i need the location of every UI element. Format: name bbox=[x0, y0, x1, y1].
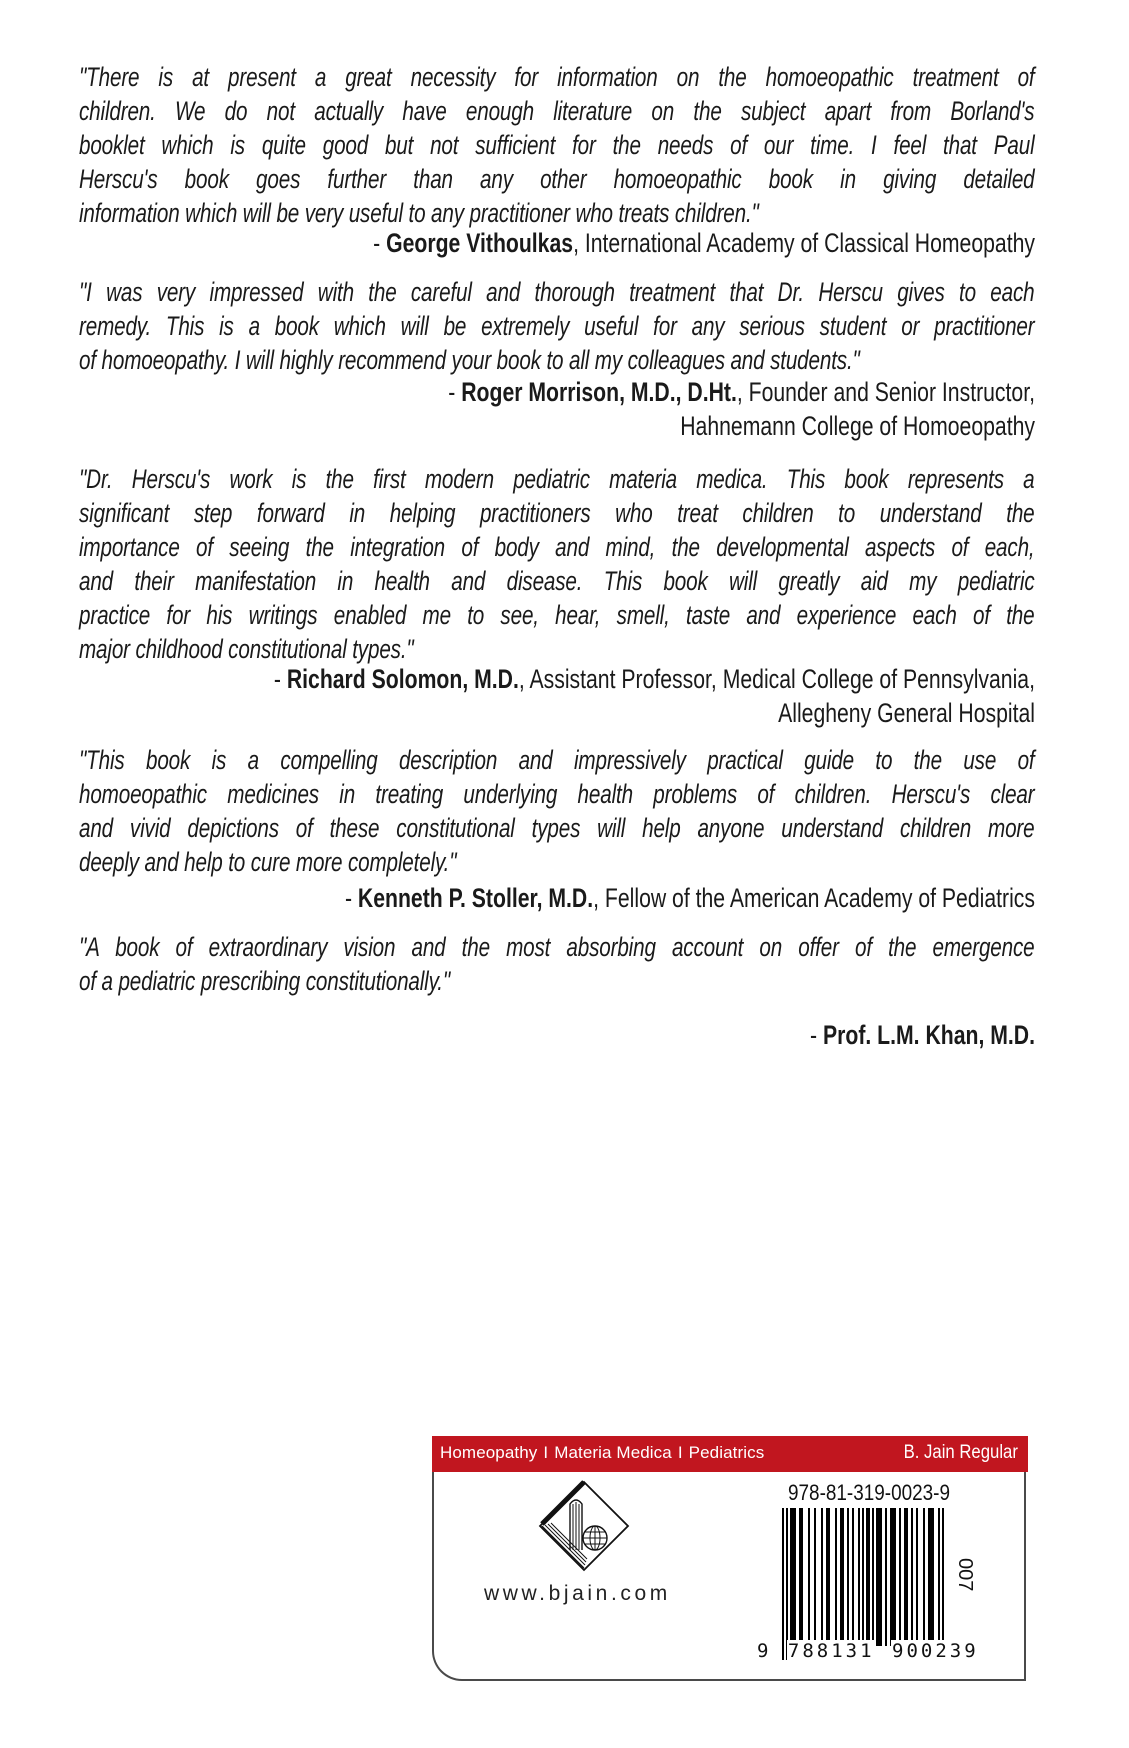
barcode-icon bbox=[780, 1508, 948, 1660]
attribution-dash: - bbox=[810, 1020, 823, 1050]
attribution bbox=[79, 1018, 1035, 1052]
category-list bbox=[440, 1443, 764, 1463]
author-name: Kenneth P. Stoller, M.D. bbox=[357, 883, 594, 913]
category-materia-medica: Materia Medica bbox=[554, 1443, 672, 1462]
quote-line: information which will be very useful to any practitioner who treats children." bbox=[79, 198, 759, 228]
publisher-panel bbox=[432, 1436, 1026, 1681]
attribution-line bbox=[270, 375, 1035, 409]
endorsement-vithoulkas bbox=[79, 60, 1035, 230]
quote-line: of homoeopathy. I will highly recommend your book to all my colleagues and students." bbox=[79, 345, 860, 375]
price-addon-code: 007 bbox=[954, 1558, 976, 1592]
quote-line: "This book is a compelling description and impressively practical guide to the use of bbox=[79, 745, 1035, 775]
series-label: B. Jain Regular bbox=[903, 1442, 1018, 1463]
attribution-line bbox=[270, 881, 1035, 915]
category-band bbox=[432, 1436, 1028, 1472]
barcode-group-1: 788131 bbox=[787, 1640, 875, 1662]
barcode-digits bbox=[756, 1640, 980, 1662]
endorsement-quote bbox=[79, 275, 1035, 377]
attribution-khan bbox=[79, 1018, 1035, 1052]
endorsement-khan bbox=[79, 930, 1035, 998]
barcode-group-2: 900239 bbox=[892, 1640, 979, 1662]
barcode-lead-digit: 9 bbox=[757, 1640, 769, 1662]
quote-line: deeply and help to cure more completely." bbox=[79, 847, 457, 877]
attribution bbox=[79, 375, 1035, 443]
endorsement-solomon bbox=[79, 462, 1035, 666]
quote-line: of a pediatric prescribing constitutionally." bbox=[79, 966, 451, 996]
endorsement-morrison bbox=[79, 275, 1035, 377]
endorsement-stoller bbox=[79, 743, 1035, 879]
author-affiliation: , Fellow of the American Academy of Pediatrics bbox=[593, 883, 1035, 913]
attribution-dash: - bbox=[448, 377, 462, 407]
publisher-website-link[interactable]: www.bjain.com bbox=[484, 1582, 671, 1605]
quote-line: significant step forward in helping practitioners who treat children to understand the bbox=[79, 498, 1035, 528]
quote-line: major childhood constitutional types." bbox=[79, 634, 414, 664]
quote-line: Herscu's book goes further than any other homoeopathic book in giving detailed bbox=[79, 164, 1035, 194]
quote-line: importance of seeing the integration of body and mind, the developmental aspects of each, bbox=[79, 532, 1035, 562]
quote-line: children. We do not actually have enough literature on the subject apart from Borland's bbox=[79, 96, 1035, 126]
attribution bbox=[79, 662, 1035, 730]
endorsement-quote bbox=[79, 930, 1035, 998]
quote-line: remedy. This is a book which will be extremely useful for any serious student or practitioner bbox=[79, 311, 1035, 341]
attribution-vithoulkas bbox=[79, 226, 1035, 260]
category-pediatrics: Pediatrics bbox=[688, 1443, 765, 1462]
quote-line: homoeopathic medicines in treating underlying health problems of children. Herscu's clear bbox=[79, 779, 1035, 809]
attribution bbox=[79, 226, 1035, 260]
attribution-stoller bbox=[79, 881, 1035, 915]
attribution-dash: - bbox=[373, 228, 387, 258]
endorsement-quote bbox=[79, 743, 1035, 879]
author-affiliation: Allegheny General Hospital bbox=[778, 698, 1035, 728]
quote-line: practice for his writings enabled me to see, hear, smell, taste and experience each of the bbox=[79, 600, 1035, 630]
bjain-logo-icon bbox=[538, 1480, 630, 1572]
attribution-solomon bbox=[79, 662, 1035, 730]
isbn-number: 978-81-319-0023-9 bbox=[788, 1480, 951, 1505]
attribution-line bbox=[270, 1018, 1035, 1052]
attribution-line bbox=[270, 226, 1035, 260]
quote-line: "Dr. Herscu's work is the first modern pediatric materia medica. This book represents a bbox=[79, 464, 1035, 494]
attribution-dash: - bbox=[344, 883, 358, 913]
quote-line: and vivid depictions of these constitutional types will help anyone understand children more bbox=[79, 813, 1035, 843]
endorsement-quote bbox=[79, 60, 1035, 230]
quote-line: and their manifestation in health and disease. This book will greatly aid my pediatric bbox=[79, 566, 1035, 596]
quote-line: booklet which is quite good but not sufficient for the needs of our time. I feel that Paul bbox=[79, 130, 1035, 160]
author-affiliation: , Assistant Professor, Medical College of Pennsylvania, bbox=[518, 664, 1035, 694]
endorsement-quote bbox=[79, 462, 1035, 666]
attribution-line bbox=[270, 662, 1035, 696]
quote-line: "There is at present a great necessity for information on the homoeopathic treatment of bbox=[79, 62, 1035, 92]
category-separator: I bbox=[543, 1443, 549, 1462]
author-name: Richard Solomon, M.D. bbox=[286, 664, 519, 694]
category-separator: I bbox=[677, 1443, 683, 1462]
attribution-morrison bbox=[79, 375, 1035, 443]
quote-line: "I was very impressed with the careful and thorough treatment that Dr. Herscu gives to each bbox=[79, 277, 1035, 307]
author-name: Roger Morrison, M.D., D.Ht. bbox=[461, 377, 737, 407]
attribution bbox=[79, 881, 1035, 915]
author-affiliation: Hahnemann College of Homoeopathy bbox=[680, 411, 1035, 441]
quote-line: "A book of extraordinary vision and the most absorbing account on offer of the emergence bbox=[79, 932, 1035, 962]
attribution-dash: - bbox=[273, 664, 287, 694]
author-name: George Vithoulkas bbox=[386, 228, 574, 258]
author-affiliation: , Founder and Senior Instructor, bbox=[736, 377, 1035, 407]
author-name: Prof. L.M. Khan, M.D. bbox=[823, 1020, 1035, 1050]
author-affiliation: , International Academy of Classical Homeopathy bbox=[573, 228, 1035, 258]
category-homeopathy: Homeopathy bbox=[440, 1443, 538, 1462]
